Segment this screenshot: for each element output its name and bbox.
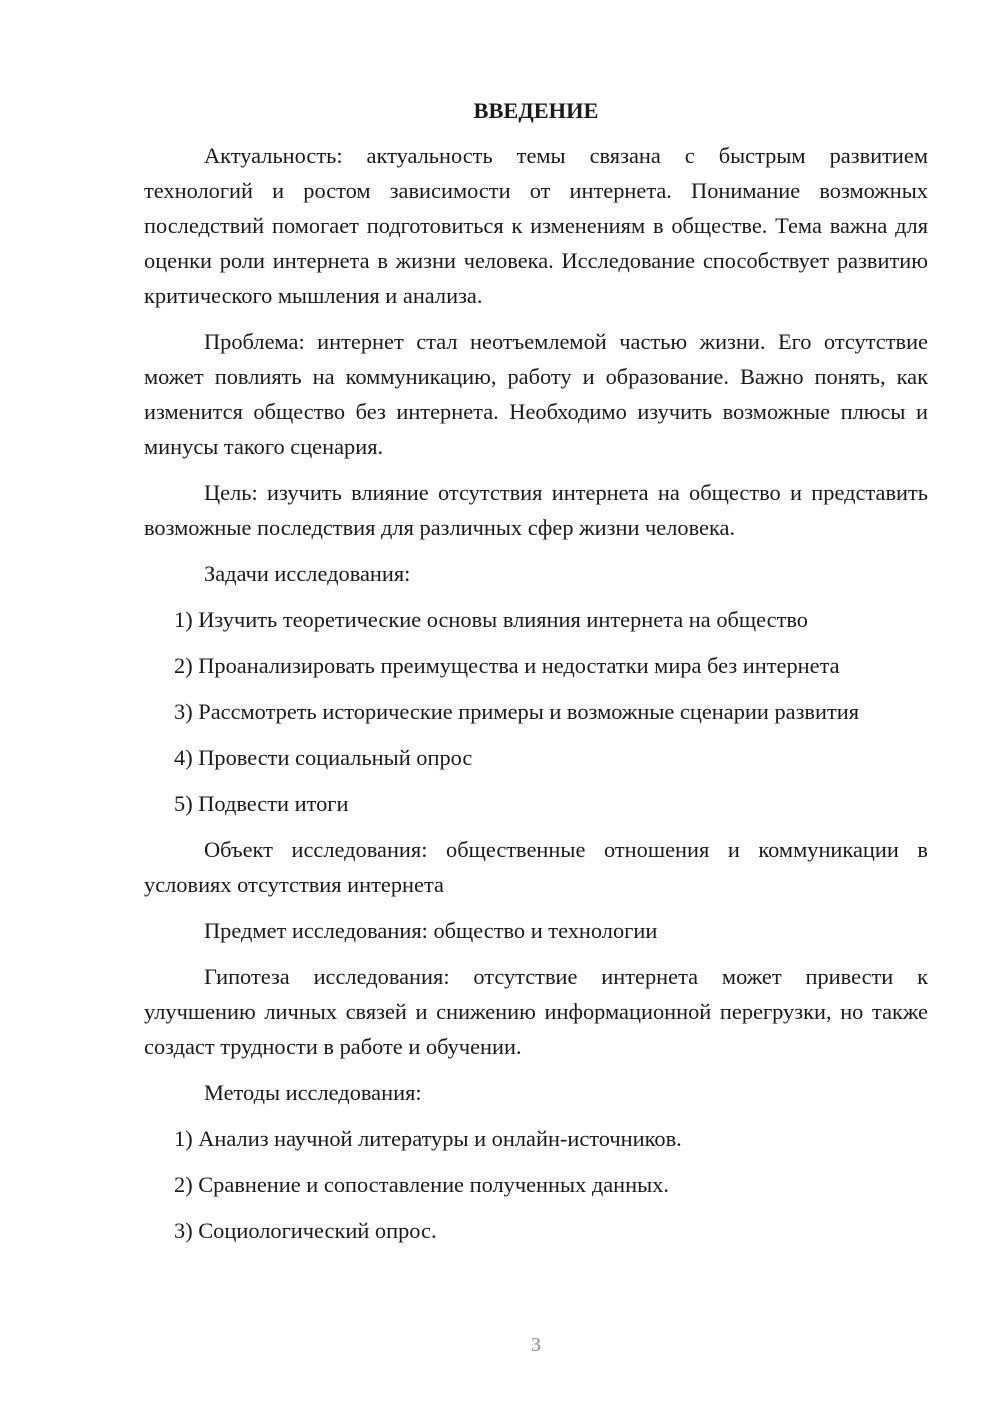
relevance-paragraph: Актуальность: актуальность темы связана с быстрым развитием технологий и ростом зависимости от интернета. Понимание возможных последствий помогает подготовиться к изменениям в обществе. Тема важна для оценки роли интернета в жизни человека. Исследование способствует развитию критического мышления и анализа. xyxy=(144,143,928,308)
task-item: 5) Подвести итоги xyxy=(174,791,349,816)
task-item: 1) Изучить теоретические основы влияния интернета на общество xyxy=(174,607,808,632)
page-content xyxy=(144,96,928,1259)
task-item: 2) Проанализировать преимущества и недостатки мира без интернета xyxy=(174,653,840,678)
method-item: 3) Социологический опрос. xyxy=(174,1218,437,1243)
hypothesis-paragraph: Гипотеза исследования: отсутствие интернета может привести к улучшению личных связей и снижению информационной перегрузки, но также создаст трудности в работе и обучении. xyxy=(144,964,928,1059)
task-item: 4) Провести социальный опрос xyxy=(174,745,473,770)
tasks-heading: Задачи исследования: xyxy=(204,561,411,586)
method-item: 1) Анализ научной литературы и онлайн-источников. xyxy=(174,1126,682,1151)
subject-paragraph: Предмет исследования: общество и технологии xyxy=(204,918,658,943)
goal-paragraph: Цель: изучить влияние отсутствия интернета на общество и представить возможные последствия для различных сфер жизни человека. xyxy=(144,480,928,540)
problem-paragraph: Проблема: интернет стал неотъемлемой частью жизни. Его отсутствие может повлиять на коммуникацию, работу и образование. Важно понять, как изменится общество без интернета. Необходимо изучить возможные плюсы и минусы такого сценария. xyxy=(144,329,928,459)
task-item: 3) Рассмотреть исторические примеры и возможные сценарии развития xyxy=(174,699,860,724)
section-title: ВВЕДЕНИЕ xyxy=(473,98,599,123)
page-number: 3 xyxy=(531,1334,541,1356)
methods-heading: Методы исследования: xyxy=(204,1080,422,1105)
object-paragraph: Объект исследования: общественные отношения и коммуникации в условиях отсутствия интернета xyxy=(144,837,928,897)
method-item: 2) Сравнение и сопоставление полученных данных. xyxy=(174,1172,669,1197)
